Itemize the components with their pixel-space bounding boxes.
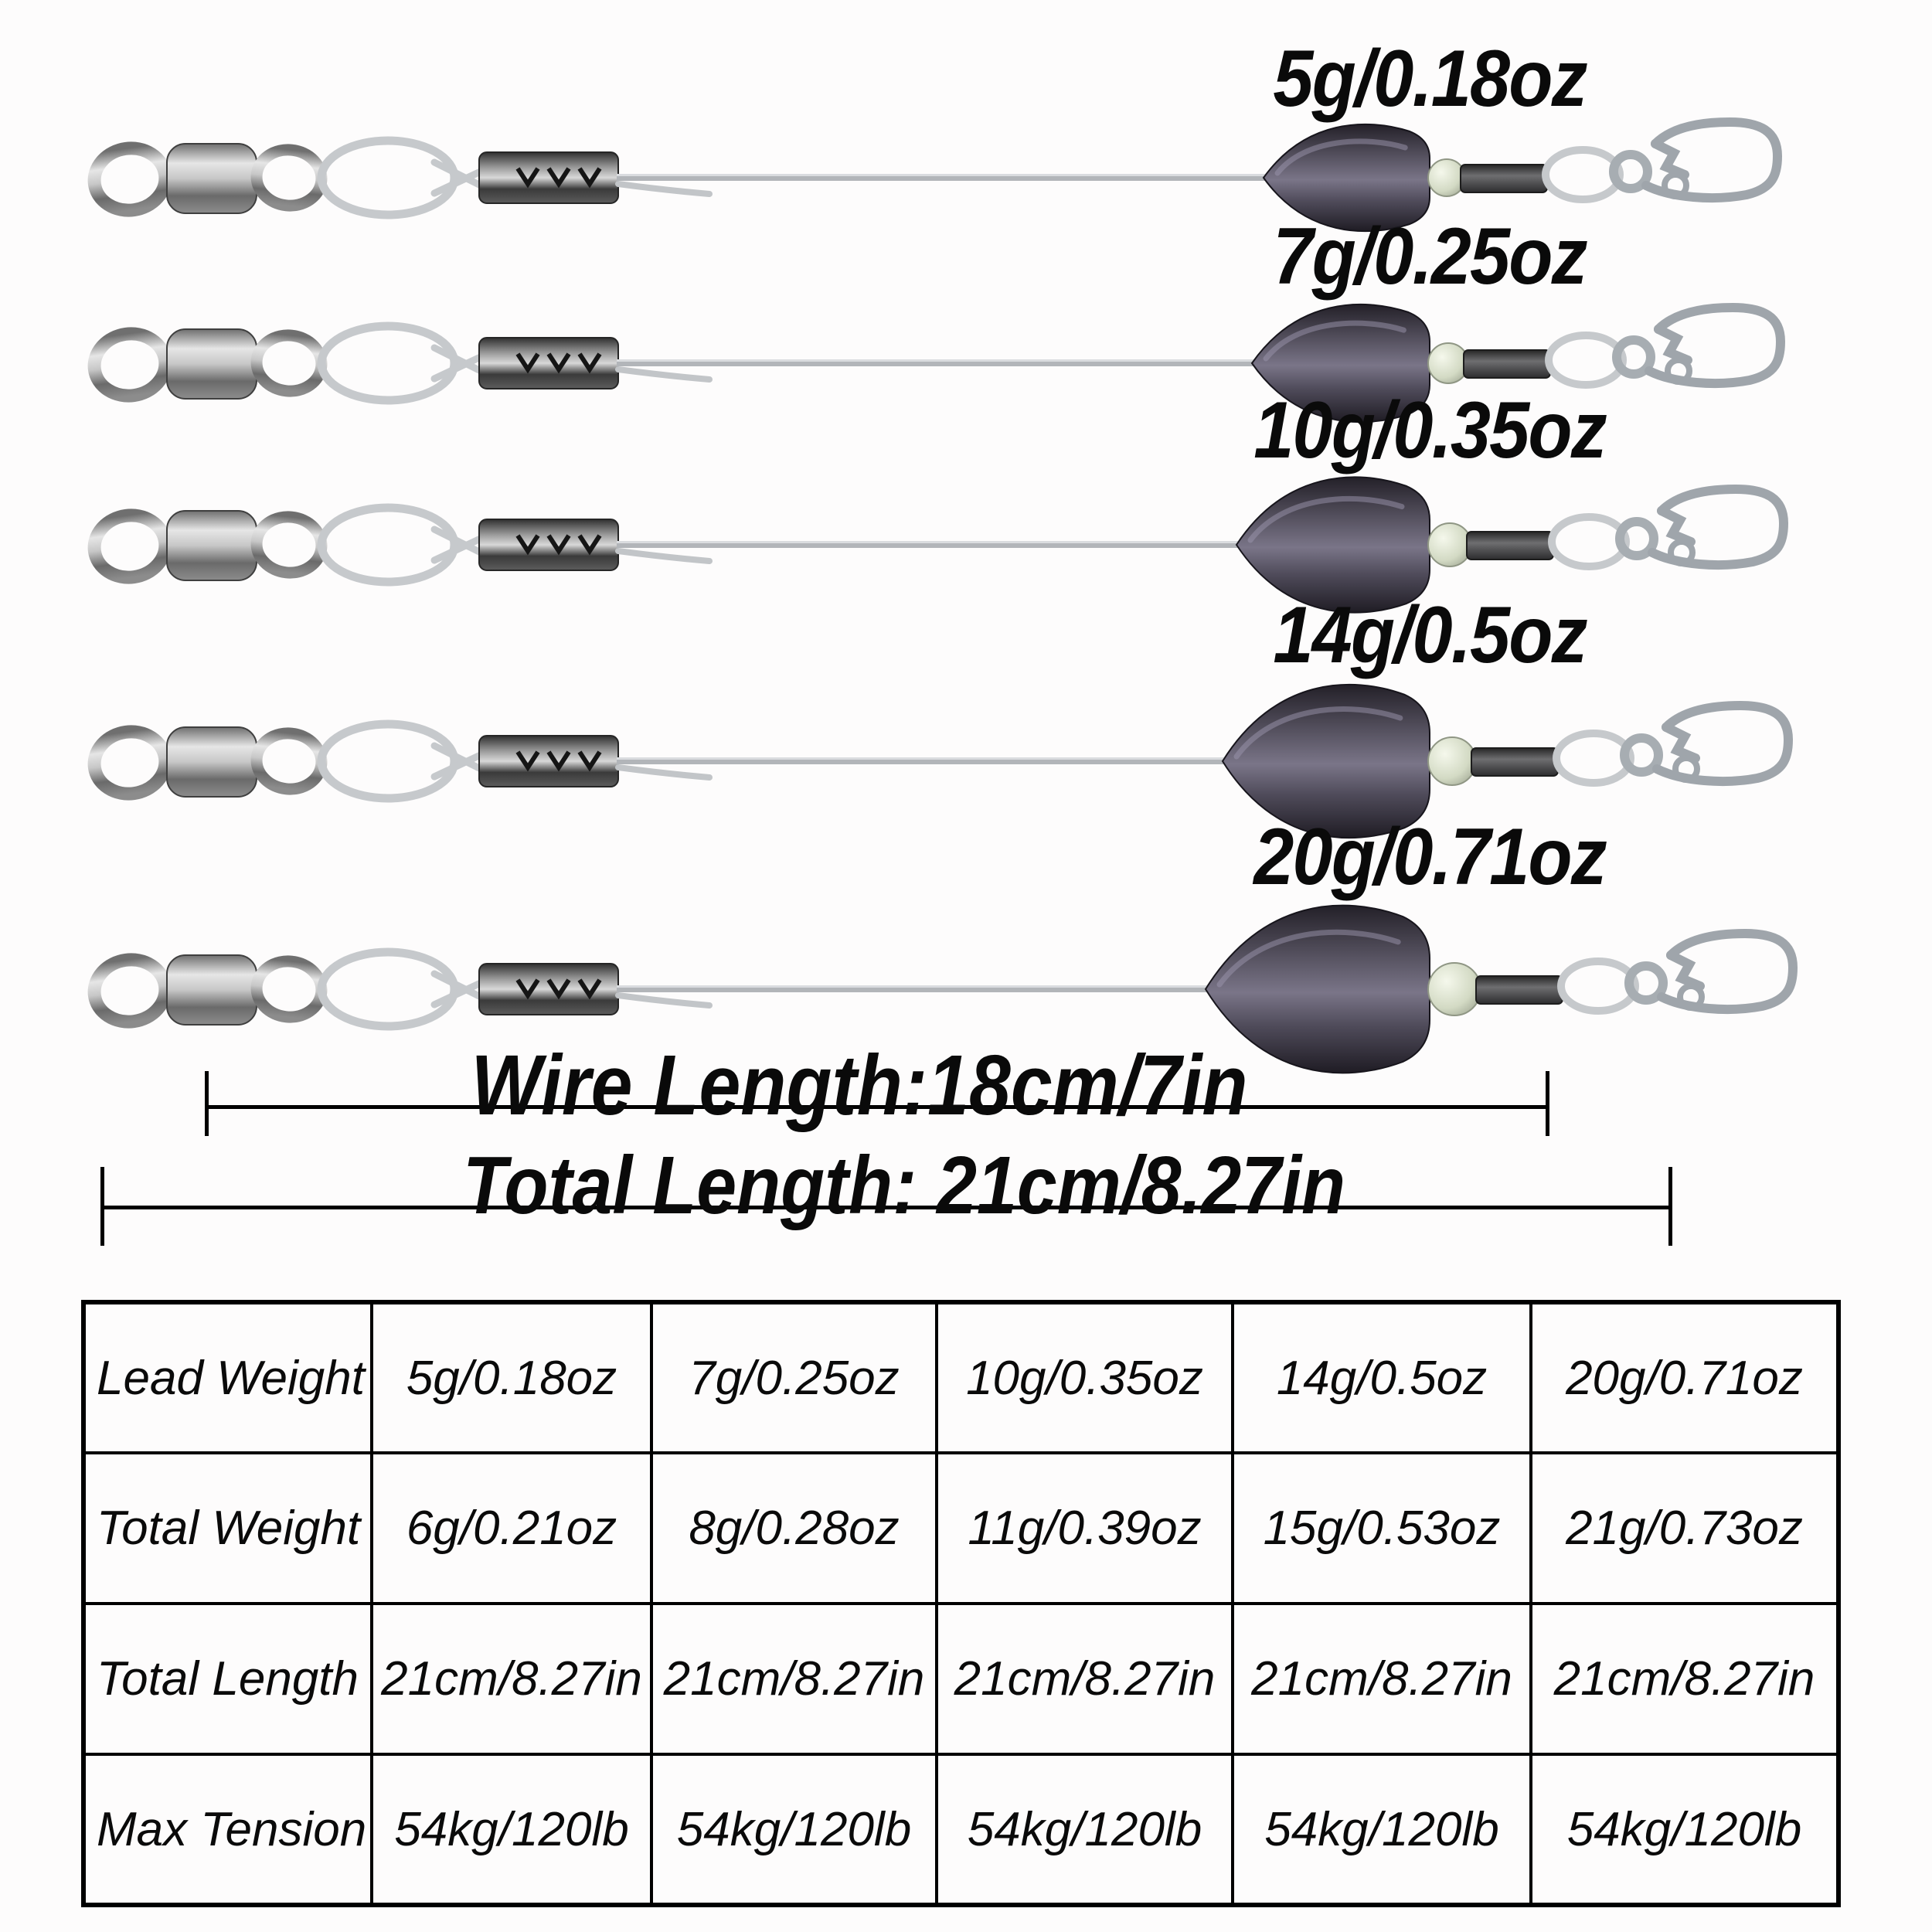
row-label: Lead Weight [83,1302,372,1453]
table-cell: 54kg/120lb [1233,1754,1531,1905]
table-cell: 21cm/8.27in [1233,1604,1531,1754]
wire-loop [321,326,454,400]
glow-bead [1428,343,1468,383]
wire-loop-cross [434,974,484,1005]
swivel-eye-ring [90,511,169,582]
swivel-eye [253,958,324,1020]
wire-length-label: Wire Length:18cm/7in [471,1038,1248,1133]
crimp-sleeve [479,736,618,787]
spec-table [81,1300,1836,1907]
snap-wire-loop [1546,150,1620,199]
table-cell: 21cm/8.27in [937,1604,1233,1754]
glow-bead [1428,159,1465,196]
wire-loop [321,724,454,798]
table-cell: 5g/0.18oz [372,1302,651,1453]
rubber-sleeve [1476,976,1563,1004]
table-cell: 54kg/120lb [937,1754,1233,1905]
table-cell: 20g/0.71oz [1531,1302,1838,1453]
dimension-tick [100,1167,104,1246]
wire-tag-end [618,184,709,194]
rig-weight-label: 20g/0.71oz [1253,812,1606,902]
table-cell: 11g/0.39oz [937,1453,1233,1604]
table-cell: 54kg/120lb [1531,1754,1838,1905]
wire-loop-cross [434,162,484,193]
snap-wire-loop [1561,961,1635,1011]
wire-loop [321,141,454,215]
table-row [83,1453,1838,1604]
table-cell: 14g/0.5oz [1233,1302,1531,1453]
swivel-eye [253,332,324,394]
wire-loop-cross [434,348,484,379]
row-label: Total Length [83,1604,372,1754]
glow-bead [1428,963,1481,1015]
swivel-eye-ring [90,329,169,400]
table-cell: 54kg/120lb [372,1754,651,1905]
swivel-eye [253,147,324,209]
wire-loop [321,508,454,582]
swivel-eye-ring [90,955,169,1026]
wire-tag-end [618,995,709,1005]
table-cell: 6g/0.21oz [372,1453,651,1604]
crimp-sleeve [479,338,618,389]
rubber-sleeve [1464,350,1550,378]
snap-clip [1662,934,1793,1009]
swivel-eye-ring [90,727,169,798]
snap-wire-loop [1552,517,1626,566]
snap-clip [1646,122,1777,198]
row-label: Total Weight [83,1453,372,1604]
wire-tag-end [618,551,709,561]
table-cell: 8g/0.28oz [651,1453,937,1604]
rig-weight-label: 10g/0.35oz [1253,386,1606,475]
swivel-barrel [167,727,257,797]
glow-bead [1428,737,1476,785]
table-row [83,1604,1838,1754]
glow-bead [1428,523,1471,566]
snap-clip [1649,308,1781,383]
rubber-sleeve [1471,748,1558,776]
wire-tag-end [618,369,709,379]
snap-wire-loop [1556,733,1631,783]
dimension-tick [205,1071,209,1136]
crimp-sleeve [479,519,618,570]
table-cell: 54kg/120lb [651,1754,937,1905]
table-cell: 21cm/8.27in [372,1604,651,1754]
table-cell: 10g/0.35oz [937,1302,1233,1453]
snap-wire-loop [1549,335,1623,385]
table-cell: 7g/0.25oz [651,1302,937,1453]
table-cell: 21cm/8.27in [651,1604,937,1754]
row-label: Max Tension [83,1754,372,1905]
table-row [83,1302,1838,1453]
swivel-barrel [167,955,257,1025]
total-length-label: Total Length: 21cm/8.27in [462,1140,1346,1231]
dimension-tick [1668,1167,1672,1246]
wire-tag-end [618,767,709,777]
table-cell: 15g/0.53oz [1233,1453,1531,1604]
rubber-sleeve [1467,532,1553,560]
rubber-sleeve [1461,165,1547,192]
dimension-tick [1546,1071,1549,1136]
table-cell: 21cm/8.27in [1531,1604,1838,1754]
snap-clip [1652,489,1784,565]
wire-loop-cross [434,529,484,560]
wire-loop [321,952,454,1026]
snap-clip [1657,706,1788,781]
crimp-sleeve [479,964,618,1015]
swivel-eye-ring [90,144,169,215]
rig-weight-label: 5g/0.18oz [1273,34,1587,124]
wire-loop-cross [434,746,484,777]
swivel-barrel [167,329,257,399]
table-cell: 21g/0.73oz [1531,1453,1838,1604]
rig-weight-label: 14g/0.5oz [1273,590,1587,680]
swivel-eye [253,730,324,792]
table-row [83,1754,1838,1905]
crimp-sleeve [479,152,618,203]
rig-weight-label: 7g/0.25oz [1273,212,1587,301]
swivel-barrel [167,511,257,580]
swivel-eye [253,514,324,576]
swivel-barrel [167,144,257,213]
